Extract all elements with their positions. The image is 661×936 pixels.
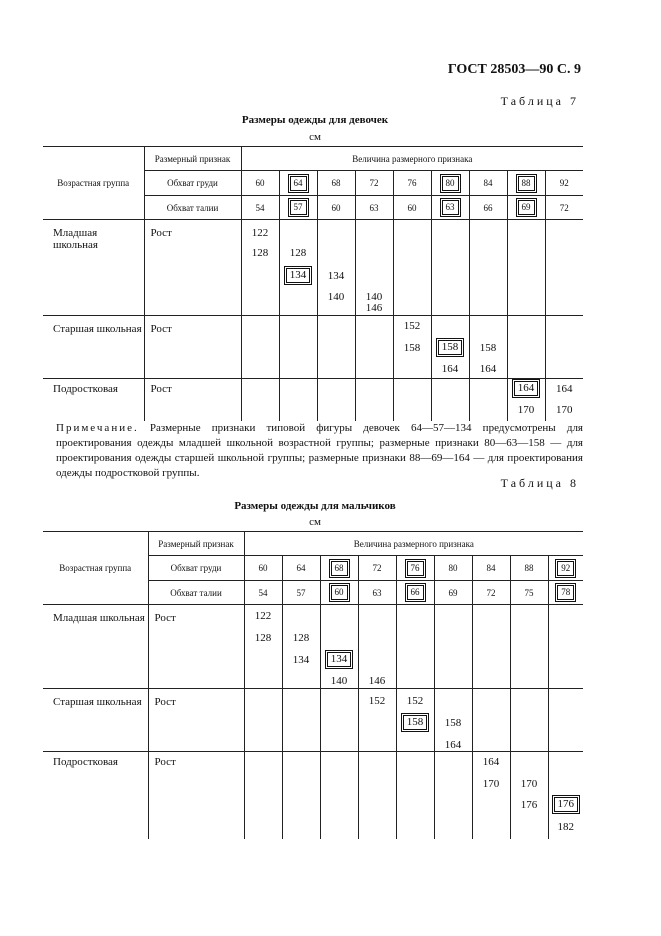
- table7-note: [56, 421, 583, 481]
- feature-header: Размерный признак: [148, 532, 244, 556]
- waist-label: Обхват талии: [148, 581, 244, 605]
- waist-value: 60: [320, 581, 358, 605]
- chest-value: 80: [431, 171, 469, 196]
- chest-value: 72: [358, 556, 396, 581]
- height-cell: 158 164: [431, 316, 469, 379]
- feature-header: Размерный признак: [144, 147, 241, 171]
- table7-label: Таблица 7: [500, 94, 579, 108]
- age-group-junior: Младшая школьная: [43, 605, 148, 689]
- height-cell: 158 164: [469, 316, 507, 379]
- waist-value: 63: [355, 196, 393, 220]
- height-cell: 164 170: [507, 379, 545, 421]
- table8: [43, 531, 583, 839]
- chest-value: 84: [472, 556, 510, 581]
- value-header: Величина размерного признака: [244, 532, 583, 556]
- waist-value: 69: [434, 581, 472, 605]
- table8-title: Размеры одежды для мальчиков: [234, 500, 396, 512]
- height-cell: 134 140: [317, 220, 355, 316]
- param-height: Рост: [148, 605, 244, 689]
- chest-value: 88: [507, 171, 545, 196]
- table7: [43, 146, 583, 421]
- waist-value: 60: [317, 196, 355, 220]
- age-group-teen: Подростковая: [43, 379, 144, 421]
- waist-value: 69: [507, 196, 545, 220]
- table7-unit: см: [309, 131, 321, 143]
- param-height: Рост: [144, 316, 241, 379]
- height-cell: 164 170: [545, 379, 583, 421]
- chest-value: 76: [396, 556, 434, 581]
- waist-value: 57: [282, 581, 320, 605]
- height-cell: 128 134: [282, 605, 320, 689]
- chest-value: 68: [317, 171, 355, 196]
- height-cell: 140 146: [355, 220, 393, 316]
- height-cell: 152 158: [393, 316, 431, 379]
- height-cell: 146: [358, 605, 396, 689]
- height-cell: 122 128: [241, 220, 279, 316]
- height-cell: 164 170: [472, 752, 510, 839]
- height-cell: 122 128: [244, 605, 282, 689]
- chest-value: 64: [279, 171, 317, 196]
- age-group-senior: Старшая школьная: [43, 316, 144, 379]
- height-cell: 152 158: [396, 689, 434, 752]
- age-group-senior: Старшая школьная: [43, 689, 148, 752]
- param-height: Рост: [144, 379, 241, 421]
- waist-value: 54: [241, 196, 279, 220]
- chest-value: 92: [548, 556, 583, 581]
- waist-value: 60: [393, 196, 431, 220]
- waist-label: Обхват талии: [144, 196, 241, 220]
- chest-label: Обхват груди: [144, 171, 241, 196]
- note-text: Размерные признаки типовой фигуры девочек 64—57—134 предусмотрены для проектирования одежды младшей школьной возрастной группы; размерные признаки 80—63—158 — для проектирования одежды старшей школьной группы; размерные признаки 88—69—164 — для проектирования одежды подростковой группы.: [56, 422, 583, 479]
- chest-value: 68: [320, 556, 358, 581]
- table7-title: Размеры одежды для девочек: [241, 114, 389, 126]
- waist-value: 57: [279, 196, 317, 220]
- param-height: Рост: [148, 752, 244, 839]
- chest-value: 64: [282, 556, 320, 581]
- chest-label: Обхват груди: [148, 556, 244, 581]
- table8-label: Таблица 8: [500, 476, 579, 490]
- waist-value: 63: [431, 196, 469, 220]
- note-lead: Примечание.: [56, 422, 139, 434]
- age-group-header: Возрастная группа: [43, 532, 148, 605]
- waist-value: 78: [548, 581, 583, 605]
- waist-value: 63: [358, 581, 396, 605]
- param-height: Рост: [148, 689, 244, 752]
- waist-value: 72: [545, 196, 583, 220]
- document-id: ГОСТ 28503—90 С. 9: [447, 62, 581, 77]
- param-height: Рост: [144, 220, 241, 316]
- height-cell: 158 164: [434, 689, 472, 752]
- chest-value: 76: [393, 171, 431, 196]
- chest-value: 92: [545, 171, 583, 196]
- chest-value: 60: [244, 556, 282, 581]
- waist-value: 54: [244, 581, 282, 605]
- waist-value: 75: [510, 581, 548, 605]
- height-cell: 170 176: [510, 752, 548, 839]
- age-group-header: Возрастная группа: [43, 147, 144, 220]
- chest-value: 72: [355, 171, 393, 196]
- chest-value: 60: [241, 171, 279, 196]
- age-group-teen: Подростковая: [43, 752, 148, 839]
- height-cell: 176 182: [548, 752, 583, 839]
- height-cell: 134 140: [320, 605, 358, 689]
- value-header: Величина размерного признака: [241, 147, 583, 171]
- waist-value: 66: [469, 196, 507, 220]
- chest-value: 84: [469, 171, 507, 196]
- table8-unit: см: [309, 516, 321, 528]
- age-group-junior: Младшая школьная: [43, 220, 144, 316]
- chest-value: 80: [434, 556, 472, 581]
- chest-value: 88: [510, 556, 548, 581]
- height-cell: 128 134: [279, 220, 317, 316]
- height-cell: 152: [358, 689, 396, 752]
- waist-value: 66: [396, 581, 434, 605]
- waist-value: 72: [472, 581, 510, 605]
